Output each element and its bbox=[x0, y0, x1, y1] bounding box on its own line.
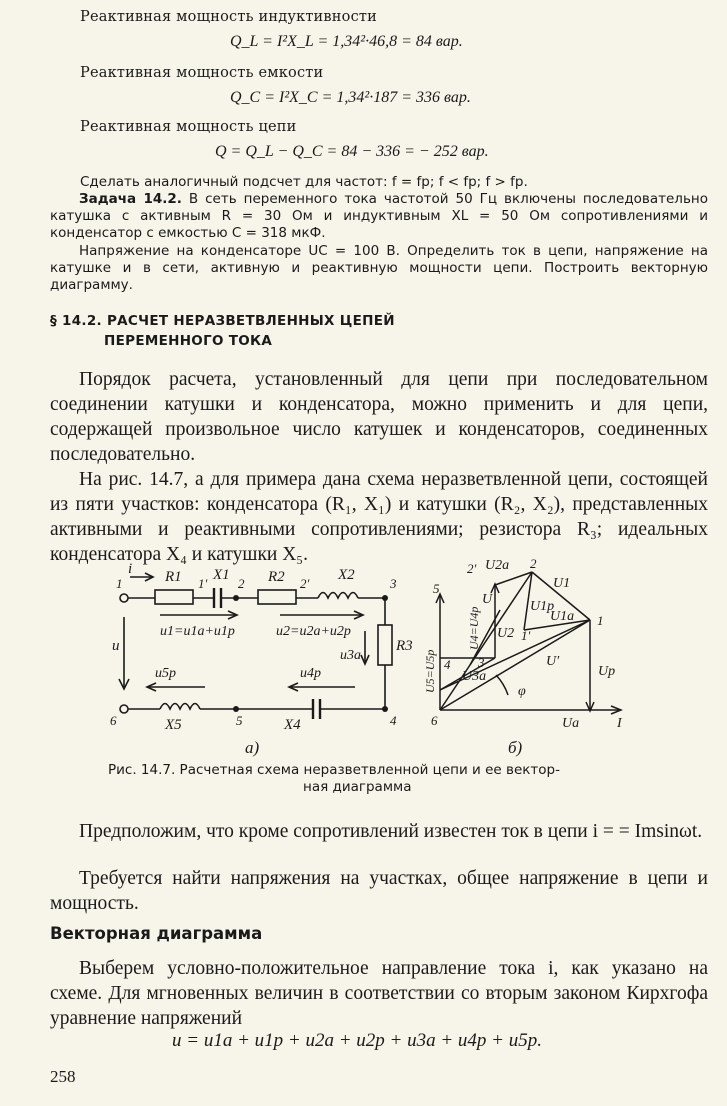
subfigure-a: а) bbox=[245, 738, 260, 757]
label-i: i bbox=[128, 561, 133, 577]
subfigure-b: б) bbox=[508, 738, 523, 757]
formula-ql: Q_L = I²X_L = 1,34²·46,8 = 84 вар. bbox=[230, 33, 463, 50]
vec-u5eq: U5=U5p bbox=[423, 649, 437, 693]
label-u5p: u5p bbox=[155, 666, 176, 681]
figure-14-7 bbox=[0, 555, 727, 765]
label-x1: X1 bbox=[213, 567, 230, 583]
vec-node-1p: 1′ bbox=[521, 628, 531, 643]
vec-uprime: U′ bbox=[546, 654, 560, 669]
vec-u1a: U1a bbox=[550, 609, 575, 624]
vec-node-2p: 2′ bbox=[467, 561, 477, 576]
vec-node-6: 6 bbox=[431, 713, 438, 728]
node-6: 6 bbox=[110, 713, 117, 728]
label-r1: R1 bbox=[165, 569, 182, 585]
vec-node-4: 4 bbox=[444, 657, 451, 672]
paragraph-1: Порядок расчета, установленный для цепи при последовательном соединении катушки и конденсатора, можно применить и для цепи, содержащей произвольное число катушек и конденсаторов, соединенных последовательно. bbox=[50, 369, 708, 465]
vec-u2a: U2a bbox=[485, 558, 510, 573]
section-heading-vector: Векторная диаграмма bbox=[50, 924, 263, 943]
task-intro: Сделать аналогичный подсчет для частот: f = fр; f < fр; f > fр. bbox=[80, 174, 528, 190]
node-3: 3 bbox=[390, 576, 397, 591]
label-u1eq: u1=u1a+u1p bbox=[160, 624, 235, 639]
label-x4: X4 bbox=[284, 717, 301, 733]
task-text bbox=[50, 191, 708, 242]
text-line: Реактивная мощность цепи bbox=[80, 119, 297, 135]
page-number: 258 bbox=[50, 1067, 76, 1086]
resistor-r1 bbox=[155, 590, 193, 604]
vec-u3a: U3a bbox=[462, 669, 487, 684]
task-label: Задача 14.2. bbox=[79, 191, 182, 207]
label-r2: R2 bbox=[268, 569, 285, 585]
task-text-2: Напряжение на конденсаторе UC = 100 В. Определить ток в цепи, напряжение на катушке и в сети, активную и реактивную мощности цепи. Построить векторную диаграмму. bbox=[50, 243, 708, 293]
vec-phi: φ bbox=[518, 684, 526, 699]
formula-qc: Q_C = I²X_C = 1,34²·187 = 336 вар. bbox=[230, 89, 471, 106]
inductor-x2 bbox=[318, 593, 358, 599]
label-u2eq: u2=u2a+u2p bbox=[276, 624, 351, 639]
vector-diagram bbox=[436, 572, 621, 714]
vec-i: I bbox=[617, 716, 622, 731]
label-x2: X2 bbox=[338, 567, 355, 583]
node-5: 5 bbox=[236, 713, 243, 728]
section-heading-line1: § 14.2. РАСЧЕТ НЕРАЗВЕТВЛЕННЫХ ЦЕПЕЙ bbox=[50, 313, 395, 329]
figure-caption-line1: Рис. 14.7. Расчетная схема неразветвленной цепи и ее вектор- bbox=[108, 762, 560, 778]
label-u3a: u3a bbox=[340, 648, 361, 663]
vec-u1: U1 bbox=[553, 576, 571, 591]
inductor-x5 bbox=[160, 704, 200, 710]
label-r3: R3 bbox=[396, 638, 413, 654]
paragraph-5: Выберем условно-положительное направление тока i, как указано на схеме. Для мгновенных величин в соответствии со вторым законом Кирхгофа уравнение напряжений bbox=[50, 958, 708, 1029]
vec-node-5: 5 bbox=[433, 581, 440, 596]
node-4: 4 bbox=[390, 713, 397, 728]
vec-u2: U2 bbox=[497, 626, 515, 641]
vec-ua: Ua bbox=[562, 716, 580, 731]
node-2: 2 bbox=[238, 576, 245, 591]
text-line: Реактивная мощность емкости bbox=[80, 65, 324, 81]
paragraph-4: Требуется найти напряжения на участках, общее напряжение в цепи и мощность. bbox=[50, 868, 708, 914]
vec-up: Up bbox=[598, 664, 616, 679]
text-line: Реактивная мощность индуктивности bbox=[80, 9, 377, 25]
node-2p: 2′ bbox=[300, 576, 310, 591]
label-x5: X5 bbox=[165, 717, 182, 733]
vec-u1p: U1p bbox=[530, 599, 555, 614]
vec-u: U bbox=[482, 592, 493, 607]
vec-node-1: 1 bbox=[597, 613, 604, 628]
vec-node-2: 2 bbox=[530, 556, 537, 571]
figure-caption-line2: ная диаграмма bbox=[303, 779, 412, 795]
paragraph-2: На рис. 14.7, а для примера дана схема неразветвленной цепи, состоящей из пяти участков: конденсатора (R₁, X₁) и катушки (R₂, X₂), представленных активными и реактивными сопротивлениями; резистора R₃; идеальных конденсатора X₄ и катушки X₅. bbox=[50, 469, 708, 565]
formula-q: Q = Q_L − Q_C = 84 − 336 = − 252 вар. bbox=[215, 143, 489, 160]
kirchhoff-equation: u = u1a + u1p + u2a + u2p + u3a + u4p + u5p. bbox=[172, 1030, 542, 1051]
node-1p: 1′ bbox=[198, 576, 208, 591]
vec-u4eq: U4=U4p bbox=[467, 606, 481, 650]
section-heading-line2: ПЕРЕМЕННОГО ТОКА bbox=[104, 333, 273, 349]
resistor-r3 bbox=[378, 625, 392, 665]
vec-node-3: 3 bbox=[478, 655, 485, 670]
resistor-r2 bbox=[258, 590, 296, 604]
label-u4p: u4p bbox=[300, 666, 321, 681]
paragraph-3: Предположим, что кроме сопротивлений известен ток в цепи i = = Imsinωt. bbox=[79, 821, 703, 842]
label-u: u bbox=[112, 638, 120, 654]
task-body: В сеть переменного тока частотой 50 Гц включены последовательно катушка с активным R = 30 Ом и индуктивным XL = 50 Ом сопротивлениями и конденсатор с емкостью C = 318 мкФ. bbox=[50, 191, 708, 241]
node-1: 1 bbox=[116, 576, 123, 591]
